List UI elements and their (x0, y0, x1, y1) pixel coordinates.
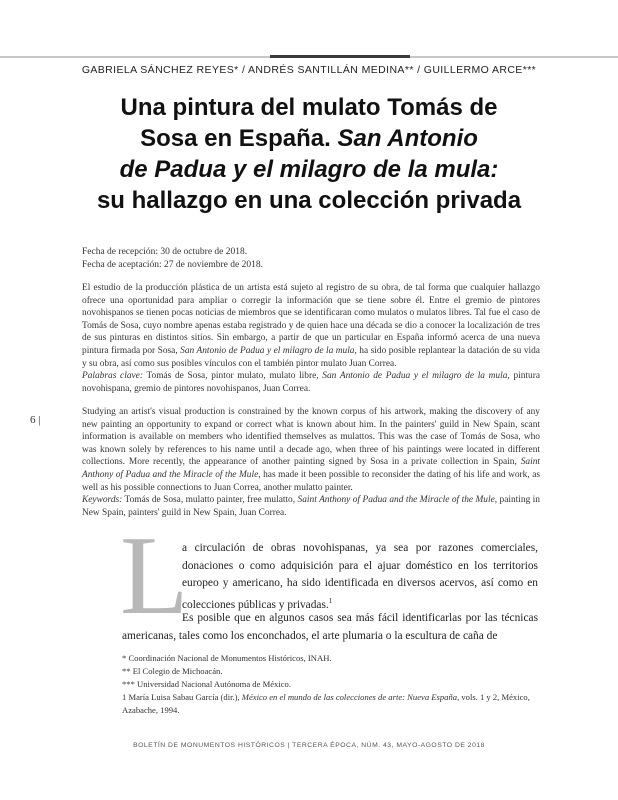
body-paragraph-1 (182, 540, 538, 614)
footnote-1: * Coordinación Nacional de Monumentos Históricos, INAH. (122, 653, 332, 663)
abstract-es-text: El estudio de la producción plástica de un artista está sujeto al registro de su obra, de tal forma que cualquier hallazgo ofrece una oportunidad para ampliar o corregir la información que se tiene sobre él. Entre el gremio de pintores novohispanos se tienen pocas noticias de miembros que se identificaran como mulatos o mulatos libres. Tal fue el caso de Tomás de Sosa, cuyo nombre apenas estaba registrado y de quien hace una década se dio a conocer la localización de tres de sus pinturas en distintos sitios. Sin embargo, a partir de que un particular en España informó acerca de una nueva pintura firmada por Sosa, (82, 283, 540, 356)
abstract-spanish (82, 282, 540, 395)
body-paragraph-1-text: a circulación de obras novohispanas, ya sea por razones comerciales, donaciones o como adquisición para el ajuar doméstico en los territorios europeo y americano, ha sido identificada en diversos acervos, así como en colecciones públicas y privadas. (182, 542, 538, 611)
drop-cap: L (120, 514, 189, 638)
keywords-es-text: Tomás de Sosa, pintor mulato, mulato libre, (142, 371, 323, 382)
abstract-en-text: Studying an artist's visual production is constrained by the known corpus of his artwork, making the discovery of any new painting an opportunity to expand or correct what is known about him. In the painters' guild in New Spain, scant information is available on members who identified themselves as mulattos. This was the case of Tomás de Sosa, who was known solely by references to his name until a decade ago, when three of his paintings were located in different collections. More recently, the appearance of another painting signed by Sosa in a private collection in Spain, (82, 407, 540, 468)
keywords-en-end: , painting in New Spain, painters' guild in New Spain, Juan Correa. (82, 495, 540, 518)
page-number: 6 | (30, 414, 41, 426)
footnote-4-text: 1 María Luisa Sabau García (dir.), (122, 692, 242, 702)
title-line-2: Sosa en España. (140, 125, 338, 152)
title-line-1: Una pintura del mulato Tomás de (120, 94, 498, 121)
keywords-en-italic: Saint Anthony of Padua and the Miracle of the Mule (297, 495, 495, 506)
keywords-en-text: Tomás de Sosa, mulatto painter, free mulatto, (122, 495, 298, 506)
article-title (40, 92, 578, 216)
abstract-es-end: , ha sido posible replantear la datación de su vida y su obra, así como sus posibles vínculos con el también pintor mulato Juan Correa. (82, 345, 540, 369)
date-accepted: Fecha de aceptación: 27 de noviembre de 2018. (82, 260, 263, 270)
keywords-en-label: Keywords: (82, 495, 123, 506)
body-paragraph-2: Es posible que en algunos casos sea más fácil identificarlas por las técnicas americanas, tales como los enconchados, el arte plumaria o la escultura de caña de (122, 612, 538, 642)
abstract-english (82, 406, 540, 519)
footnote-4-italic: México en el mundo de las colecciones de arte: Nueva España (241, 692, 458, 702)
footnote-4-end: , vols. 1 y 2, México, Azabache, 1994. (122, 692, 530, 715)
footnotes (122, 652, 538, 717)
title-line-2-italic: San Antonio (337, 125, 478, 152)
date-received: Fecha de recepción: 30 de octubre de 2018. (82, 247, 248, 257)
footnote-3: *** Universidad Nacional Autónoma de México. (122, 679, 291, 689)
title-line-4: su hallazgo en una colección privada (96, 187, 522, 214)
keywords-es-end: , pintura novohispana, gremio de pintores novohispanos, Juan Correa. (82, 371, 540, 394)
keywords-es-label: Palabras clave: (82, 371, 143, 382)
header-rule-accent (270, 55, 410, 58)
footnote-4 (122, 691, 538, 717)
keywords-es-italic: San Antonio de Padua y el milagro de la mula (322, 371, 508, 382)
abstract-en-italic: Saint Anthony of Padua and the Miracle of the Mule (82, 457, 540, 480)
footnote-ref-1: 1 (328, 596, 333, 605)
dates (82, 246, 263, 272)
abstract-en-end: , has made it been possible to reconsider the dating of his life and work, as well as his possible connections to Juan Correa, another mulatto painter. (82, 469, 540, 493)
journal-footer: BOLETÍN DE MONUMENTOS HISTÓRICOS | TERCERA ÉPOCA, NÚM. 43, MAYO-AGOSTO DE 2018 (133, 742, 485, 749)
footnote-2: ** El Colegio de Michoacán. (122, 666, 223, 676)
abstract-es-italic: San Antonio de Padua y el milagro de la mula (180, 345, 355, 356)
title-line-3: de Padua y el milagro de la mula: (119, 156, 499, 183)
authors: GABRIELA SÁNCHEZ REYES* / ANDRÉS SANTILLÁN MEDINA** / GUILLERMO ARCE*** (81, 64, 537, 76)
